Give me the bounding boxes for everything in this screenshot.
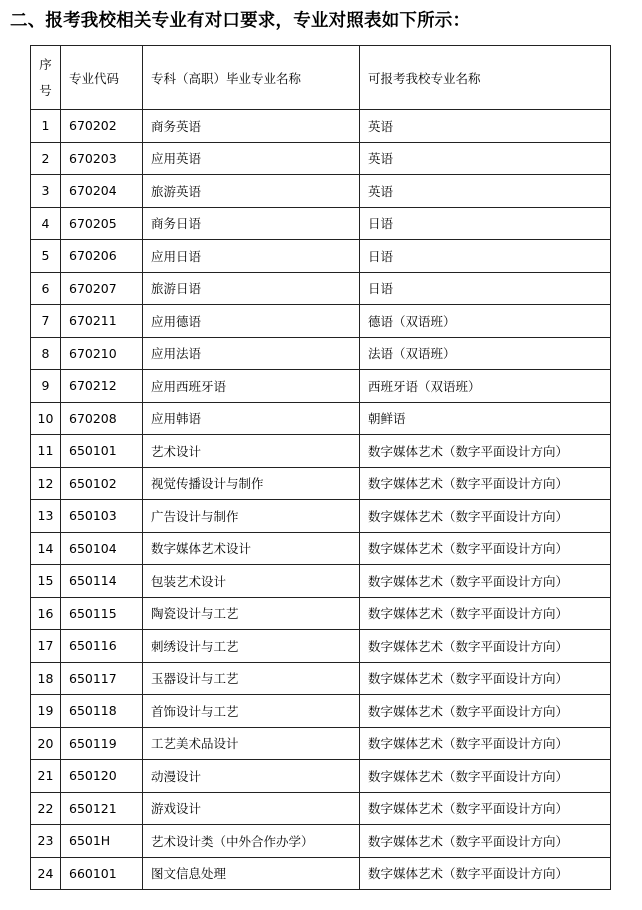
cell-code: 660101 bbox=[61, 857, 143, 890]
table-row bbox=[31, 142, 611, 175]
table-header bbox=[31, 46, 611, 110]
cell-source-major: 包装艺术设计 bbox=[143, 565, 360, 598]
cell-target-major: 数字媒体艺术（数字平面设计方向） bbox=[360, 792, 611, 825]
table-row bbox=[31, 435, 611, 468]
cell-source-major: 动漫设计 bbox=[143, 760, 360, 793]
cell-target-major: 英语 bbox=[360, 142, 611, 175]
cell-code: 670211 bbox=[61, 305, 143, 338]
cell-target-major: 数字媒体艺术（数字平面设计方向） bbox=[360, 825, 611, 858]
cell-target-major: 数字媒体艺术（数字平面设计方向） bbox=[360, 760, 611, 793]
cell-source-major: 陶瓷设计与工艺 bbox=[143, 597, 360, 630]
cell-source-major: 应用日语 bbox=[143, 240, 360, 273]
cell-source-major: 视觉传播设计与制作 bbox=[143, 467, 360, 500]
table-row bbox=[31, 240, 611, 273]
cell-target-major: 数字媒体艺术（数字平面设计方向） bbox=[360, 500, 611, 533]
header-seq-line1: 序 bbox=[39, 56, 52, 72]
table-row bbox=[31, 110, 611, 143]
table-row bbox=[31, 760, 611, 793]
cell-code: 670202 bbox=[61, 110, 143, 143]
table-row bbox=[31, 305, 611, 338]
cell-code: 650120 bbox=[61, 760, 143, 793]
cell-seq: 1 bbox=[31, 110, 61, 143]
cell-code: 650119 bbox=[61, 727, 143, 760]
cell-source-major: 数字媒体艺术设计 bbox=[143, 532, 360, 565]
cell-seq: 18 bbox=[31, 662, 61, 695]
table-body bbox=[31, 110, 611, 890]
cell-code: 670210 bbox=[61, 337, 143, 370]
cell-code: 650114 bbox=[61, 565, 143, 598]
cell-seq: 7 bbox=[31, 305, 61, 338]
header-seq bbox=[31, 46, 61, 110]
section-heading: 二、报考我校相关专业有对口要求，专业对照表如下所示： bbox=[10, 11, 471, 31]
cell-target-major: 数字媒体艺术（数字平面设计方向） bbox=[360, 597, 611, 630]
cell-seq: 9 bbox=[31, 370, 61, 403]
cell-source-major: 商务日语 bbox=[143, 207, 360, 240]
cell-seq: 2 bbox=[31, 142, 61, 175]
cell-source-major: 旅游英语 bbox=[143, 175, 360, 208]
cell-target-major: 数字媒体艺术（数字平面设计方向） bbox=[360, 727, 611, 760]
cell-seq: 23 bbox=[31, 825, 61, 858]
cell-target-major: 数字媒体艺术（数字平面设计方向） bbox=[360, 630, 611, 663]
cell-code: 6501H bbox=[61, 825, 143, 858]
table-row bbox=[31, 370, 611, 403]
table-row bbox=[31, 272, 611, 305]
cell-source-major: 应用法语 bbox=[143, 337, 360, 370]
cell-code: 670206 bbox=[61, 240, 143, 273]
cell-code: 650104 bbox=[61, 532, 143, 565]
cell-source-major: 首饰设计与工艺 bbox=[143, 695, 360, 728]
cell-target-major: 英语 bbox=[360, 110, 611, 143]
cell-seq: 21 bbox=[31, 760, 61, 793]
cell-seq: 12 bbox=[31, 467, 61, 500]
cell-seq: 4 bbox=[31, 207, 61, 240]
cell-seq: 17 bbox=[31, 630, 61, 663]
cell-seq: 3 bbox=[31, 175, 61, 208]
cell-seq: 15 bbox=[31, 565, 61, 598]
cell-code: 650102 bbox=[61, 467, 143, 500]
cell-seq: 19 bbox=[31, 695, 61, 728]
cell-target-major: 英语 bbox=[360, 175, 611, 208]
table-row bbox=[31, 337, 611, 370]
table-row bbox=[31, 792, 611, 825]
cell-target-major: 数字媒体艺术（数字平面设计方向） bbox=[360, 435, 611, 468]
header-seq-line2: 号 bbox=[39, 82, 52, 98]
cell-target-major: 德语（双语班） bbox=[360, 305, 611, 338]
cell-target-major: 朝鲜语 bbox=[360, 402, 611, 435]
table-row bbox=[31, 207, 611, 240]
cell-source-major: 工艺美术品设计 bbox=[143, 727, 360, 760]
table-row bbox=[31, 402, 611, 435]
table-row bbox=[31, 695, 611, 728]
cell-target-major: 日语 bbox=[360, 272, 611, 305]
cell-source-major: 应用韩语 bbox=[143, 402, 360, 435]
cell-target-major: 数字媒体艺术（数字平面设计方向） bbox=[360, 565, 611, 598]
cell-source-major: 刺绣设计与工艺 bbox=[143, 630, 360, 663]
cell-seq: 11 bbox=[31, 435, 61, 468]
table-row bbox=[31, 630, 611, 663]
cell-source-major: 图文信息处理 bbox=[143, 857, 360, 890]
cell-source-major: 广告设计与制作 bbox=[143, 500, 360, 533]
cell-code: 650121 bbox=[61, 792, 143, 825]
cell-seq: 24 bbox=[31, 857, 61, 890]
table-row bbox=[31, 467, 611, 500]
cell-code: 650101 bbox=[61, 435, 143, 468]
major-mapping-table bbox=[30, 45, 611, 890]
cell-source-major: 旅游日语 bbox=[143, 272, 360, 305]
header-code: 专业代码 bbox=[61, 46, 143, 110]
header-source-major: 专科（高职）毕业专业名称 bbox=[143, 46, 360, 110]
cell-target-major: 西班牙语（双语班） bbox=[360, 370, 611, 403]
cell-source-major: 应用西班牙语 bbox=[143, 370, 360, 403]
cell-seq: 22 bbox=[31, 792, 61, 825]
cell-code: 670208 bbox=[61, 402, 143, 435]
table-row bbox=[31, 825, 611, 858]
cell-seq: 14 bbox=[31, 532, 61, 565]
table-row bbox=[31, 565, 611, 598]
cell-seq: 10 bbox=[31, 402, 61, 435]
table-row bbox=[31, 727, 611, 760]
cell-seq: 13 bbox=[31, 500, 61, 533]
cell-target-major: 日语 bbox=[360, 240, 611, 273]
cell-target-major: 数字媒体艺术（数字平面设计方向） bbox=[360, 695, 611, 728]
cell-code: 650118 bbox=[61, 695, 143, 728]
header-row bbox=[31, 46, 611, 110]
cell-seq: 16 bbox=[31, 597, 61, 630]
header-target-major: 可报考我校专业名称 bbox=[360, 46, 611, 110]
cell-code: 670212 bbox=[61, 370, 143, 403]
cell-source-major: 玉器设计与工艺 bbox=[143, 662, 360, 695]
cell-source-major: 应用英语 bbox=[143, 142, 360, 175]
cell-code: 670207 bbox=[61, 272, 143, 305]
cell-seq: 6 bbox=[31, 272, 61, 305]
cell-code: 670203 bbox=[61, 142, 143, 175]
cell-seq: 8 bbox=[31, 337, 61, 370]
cell-seq: 20 bbox=[31, 727, 61, 760]
table-row bbox=[31, 532, 611, 565]
cell-target-major: 数字媒体艺术（数字平面设计方向） bbox=[360, 532, 611, 565]
cell-code: 670204 bbox=[61, 175, 143, 208]
cell-code: 650116 bbox=[61, 630, 143, 663]
cell-target-major: 数字媒体艺术（数字平面设计方向） bbox=[360, 662, 611, 695]
cell-seq: 5 bbox=[31, 240, 61, 273]
cell-source-major: 艺术设计类（中外合作办学） bbox=[143, 825, 360, 858]
table-row bbox=[31, 662, 611, 695]
table-row bbox=[31, 500, 611, 533]
cell-target-major: 数字媒体艺术（数字平面设计方向） bbox=[360, 857, 611, 890]
cell-target-major: 数字媒体艺术（数字平面设计方向） bbox=[360, 467, 611, 500]
cell-target-major: 日语 bbox=[360, 207, 611, 240]
cell-code: 670205 bbox=[61, 207, 143, 240]
cell-code: 650115 bbox=[61, 597, 143, 630]
cell-code: 650117 bbox=[61, 662, 143, 695]
table-row bbox=[31, 857, 611, 890]
table-row bbox=[31, 175, 611, 208]
cell-source-major: 应用德语 bbox=[143, 305, 360, 338]
cell-code: 650103 bbox=[61, 500, 143, 533]
cell-target-major: 法语（双语班） bbox=[360, 337, 611, 370]
cell-source-major: 艺术设计 bbox=[143, 435, 360, 468]
cell-source-major: 游戏设计 bbox=[143, 792, 360, 825]
table-row bbox=[31, 597, 611, 630]
cell-source-major: 商务英语 bbox=[143, 110, 360, 143]
